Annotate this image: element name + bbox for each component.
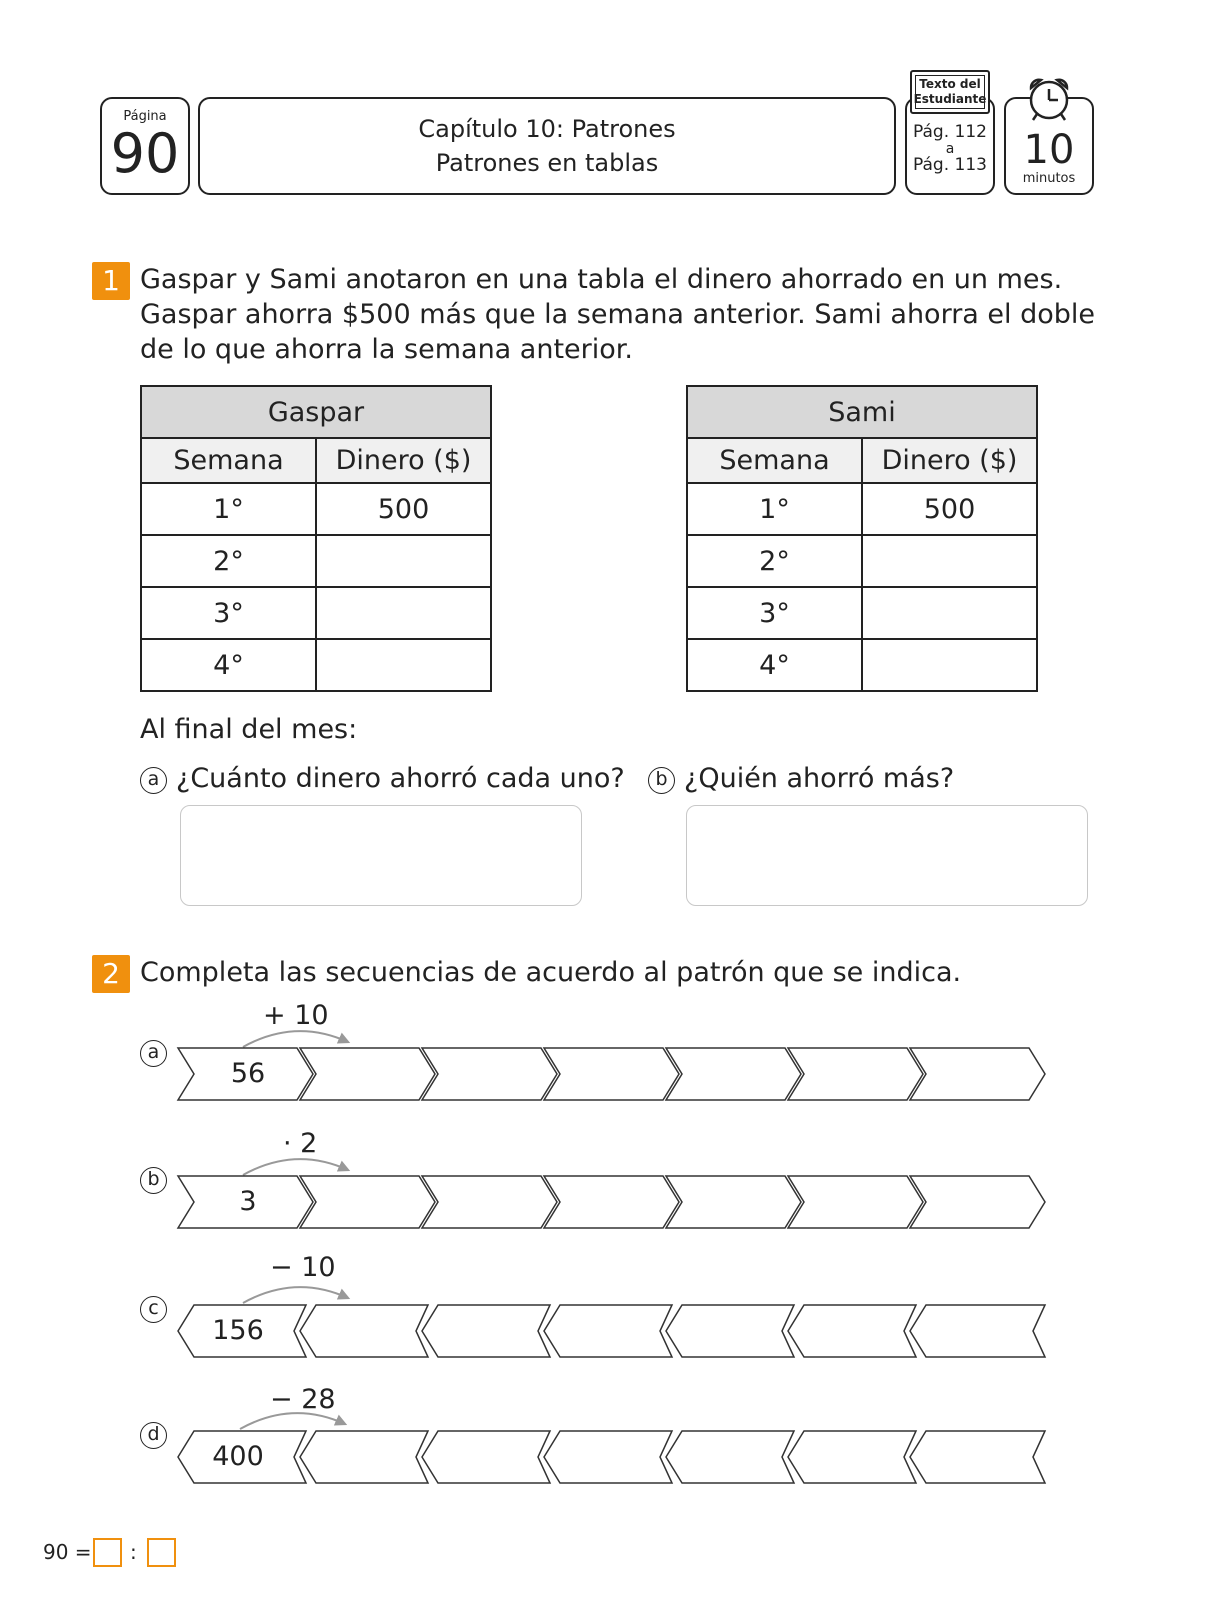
sequence-c-box — [666, 1305, 794, 1357]
exercise-1-number: 1 — [92, 262, 130, 300]
footer-equation: 90 = — [43, 1540, 92, 1564]
sami-money-cell[interactable]: 500 — [862, 483, 1037, 535]
footer-blank-square[interactable] — [147, 1538, 176, 1567]
sami-week-cell: 3° — [687, 587, 862, 639]
gaspar-money-cell[interactable]: 500 — [316, 483, 491, 535]
gaspar-money-header: Dinero ($) — [316, 438, 491, 483]
sequence-a-start: 56 — [230, 1058, 266, 1089]
sequence-b-arc-arrow — [243, 1159, 348, 1175]
sequence-c-start: 156 — [212, 1315, 264, 1346]
exercise-2-instruction: Completa las secuencias de acuerdo al patrón que se indica. — [140, 957, 962, 988]
sequence-c-box — [544, 1305, 672, 1357]
gaspar-week-cell: 3° — [141, 587, 316, 639]
sequence-a-operation: + 10 — [263, 1000, 329, 1031]
sequence-a-arc-arrow — [243, 1031, 348, 1047]
sequence-d-box — [788, 1431, 916, 1483]
sequence-a-box — [300, 1048, 435, 1100]
sequence-c-box — [422, 1305, 550, 1357]
sequence-d-box — [910, 1431, 1045, 1483]
exercise-1-line2: Gaspar ahorra $500 más que la semana anterior. Sami ahorra el doble — [140, 299, 1096, 330]
footer-colon: : — [130, 1540, 137, 1564]
exercise-1-line1: Gaspar y Sami anotaron en una tabla el dinero ahorrado en un mes. — [140, 264, 1063, 295]
sequence-a-box — [788, 1048, 923, 1100]
time-value: 10 — [1023, 127, 1075, 173]
sami-week-cell: 1° — [687, 483, 862, 535]
gaspar-week-cell: 4° — [141, 639, 316, 691]
gaspar-week-cell: 1° — [141, 483, 316, 535]
sequence-d-operation: − 28 — [270, 1384, 336, 1415]
page-number: 90 — [110, 122, 180, 185]
sequence-b-box — [788, 1176, 923, 1228]
topic-title: Patrones en tablas — [435, 149, 659, 177]
sequence-c-box — [300, 1305, 428, 1357]
sequence-d-box — [544, 1431, 672, 1483]
gaspar-week-header: Semana — [141, 438, 316, 483]
sequence-b-box — [300, 1176, 435, 1228]
sequence-b-box — [666, 1176, 801, 1228]
ref-from: Pág. 112 — [913, 122, 987, 142]
question-b-letter: b — [648, 767, 675, 794]
book-label-line2: Estudiante — [913, 92, 987, 106]
gaspar-table-title: Gaspar — [141, 386, 491, 438]
page-label: Página — [123, 109, 167, 124]
sami-money-header: Dinero ($) — [862, 438, 1037, 483]
sequence-b-letter: b — [140, 1167, 167, 1194]
end-of-month-label: Al final del mes: — [140, 714, 358, 745]
sequence-a-box — [422, 1048, 557, 1100]
book-label-line1: Texto del — [919, 77, 981, 91]
question-a-letter: a — [140, 767, 167, 794]
sequence-a-box — [544, 1048, 679, 1100]
sami-week-cell: 2° — [687, 535, 862, 587]
sequence-d-box — [422, 1431, 550, 1483]
sequence-b-box — [422, 1176, 557, 1228]
sequence-d-box — [300, 1431, 428, 1483]
time-unit: minutos — [1022, 171, 1076, 186]
ref-mid: a — [945, 141, 955, 157]
sequence-b-operation: · 2 — [283, 1128, 318, 1159]
sami-table-title: Sami — [687, 386, 1037, 438]
sami-week-cell: 4° — [687, 639, 862, 691]
sequence-c-letter: c — [140, 1296, 167, 1323]
sequence-b-box — [910, 1176, 1045, 1228]
chapter-title: Capítulo 10: Patrones — [418, 115, 676, 143]
gaspar-week-cell: 2° — [141, 535, 316, 587]
sequence-b-start: 3 — [239, 1186, 257, 1217]
sequence-c-arc-arrow — [243, 1287, 348, 1303]
sequence-d-letter: d — [140, 1422, 167, 1449]
sequence-b-box — [544, 1176, 679, 1228]
sequence-d-arc-arrow — [240, 1413, 345, 1429]
sequence-a-box — [910, 1048, 1045, 1100]
sequence-d-start: 400 — [212, 1441, 264, 1472]
question-b-text: ¿Quién ahorró más? — [684, 763, 955, 794]
sequence-d-box — [666, 1431, 794, 1483]
sequence-a-box — [666, 1048, 801, 1100]
footer-blank-square[interactable] — [93, 1538, 122, 1567]
sami-week-header: Semana — [687, 438, 862, 483]
ref-to: Pág. 113 — [913, 155, 987, 175]
sequence-c-box — [788, 1305, 916, 1357]
sequence-c-operation: − 10 — [270, 1252, 336, 1283]
sequence-a-letter: a — [140, 1040, 167, 1067]
exercise-2-number: 2 — [92, 955, 130, 993]
question-a-text: ¿Cuánto dinero ahorró cada uno? — [176, 763, 625, 794]
sequence-c-box — [910, 1305, 1045, 1357]
exercise-1-line3: de lo que ahorra la semana anterior. — [140, 334, 633, 365]
